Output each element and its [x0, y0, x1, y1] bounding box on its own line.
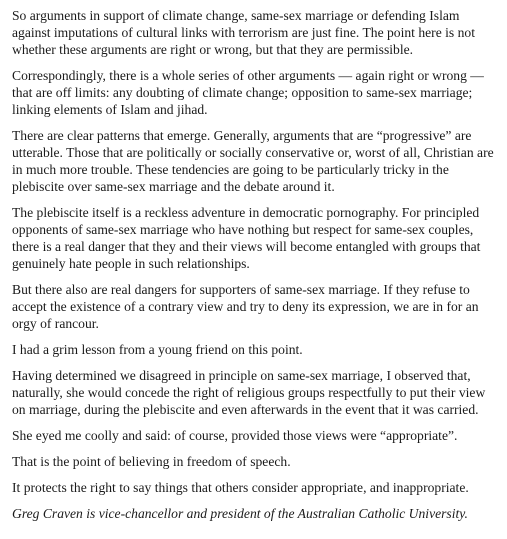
paragraph-eyed-me-coolly: She eyed me coolly and said: of course, provided those views were “appropriate”.: [12, 428, 458, 443]
paragraph-climate-arguments: So arguments in support of climate change, same-sex marriage or defending Islam against imputations of cultural links with terrorism are just fine. The point here is not whether these arguments are right or wrong, but that they are permissible.: [12, 8, 475, 57]
paragraph-off-limits-arguments: Correspondingly, there is a whole series of other arguments — again right or wrong — that are off limits: any doubting of climate change; opposition to same-sex marriage; linking elements of Islam and jihad.: [12, 68, 484, 117]
paragraph-clear-patterns: There are clear patterns that emerge. Generally, arguments that are “progressive” are utterable. Those that are politically or socially conservative or, worst of all, Christian are in much more trouble. These tendencies are going to be particularly tricky in the plebiscite over same-sex marriage and the debate around it.: [12, 128, 494, 194]
paragraph-real-dangers: But there also are real dangers for supporters of same-sex marriage. If they refuse to accept the existence of a contrary view and try to deny its expression, we are in for an orgy of rancour.: [12, 282, 479, 331]
paragraph-grim-lesson: I had a grim lesson from a young friend on this point.: [12, 342, 303, 357]
paragraph-plebiscite: The plebiscite itself is a reckless adventure in democratic pornography. For principled opponents of same-sex marriage who have nothing but respect for same-sex couples, there is a real danger that they and their views will become entangled with groups that genuinely hate people in such relationships.: [12, 205, 481, 271]
paragraph-protects-right: It protects the right to say things that others consider appropriate, and inappropriate.: [12, 480, 469, 495]
author-byline: Greg Craven is vice-chancellor and president of the Australian Catholic University.: [12, 506, 468, 521]
paragraph-freedom-of-speech: That is the point of believing in freedom of speech.: [12, 454, 291, 469]
paragraph-disagreed-in-principle: Having determined we disagreed in principle on same-sex marriage, I observed that, naturally, she would concede the right of religious groups respectfully to put their view on marriage, during the plebiscite and even afterwards in the event that it was carried.: [12, 368, 486, 417]
